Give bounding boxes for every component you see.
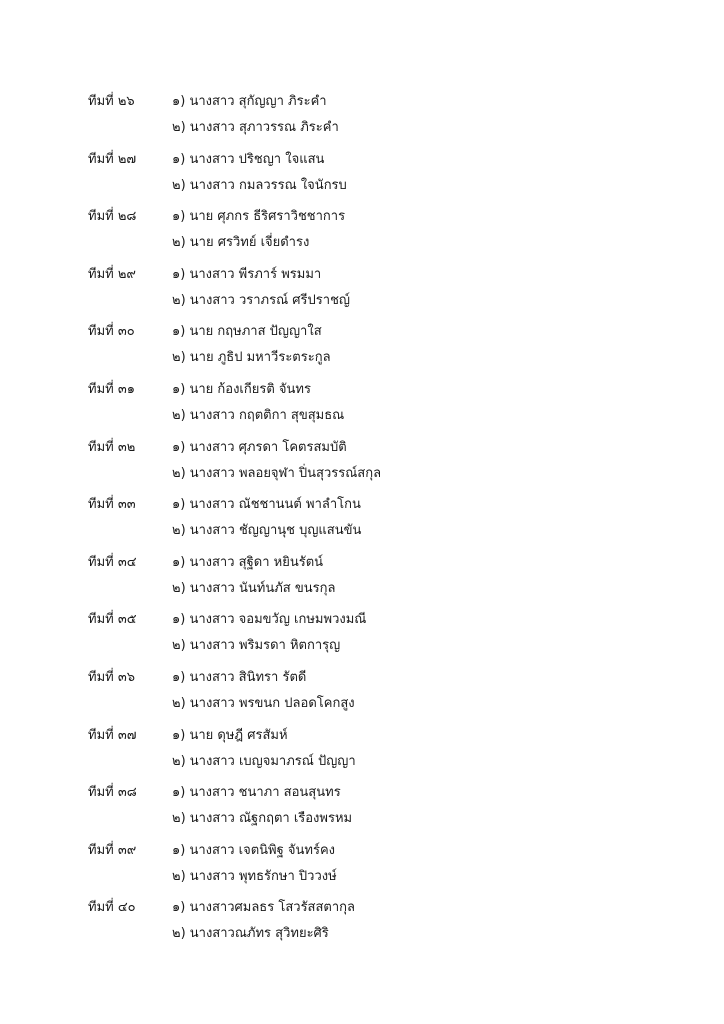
team-member: ๑) นางสาว ชนาภา สอนสุนทร	[172, 785, 341, 800]
team-label: ทีมที่ ๔๐	[88, 900, 136, 915]
team-member: ๒) นาย ศรวิทย์ เจี่ยดำรง	[172, 235, 310, 250]
team-member: ๑) นางสาว สุฐิดา หยินรัตน์	[172, 555, 324, 570]
team-member: ๑) นางสาว สินิทรา รัตดี	[172, 670, 307, 685]
team-member: ๑) นางสาว จอมขวัญ เกษมพวงมณี	[172, 612, 367, 627]
team-label: ทีมที่ ๒๗	[88, 152, 137, 167]
team-member: ๒) นางสาวณภัทร สุวิทยะศิริ	[172, 926, 329, 941]
team-member: ๑) นางสาวศมลธร โสวรัสสตากุล	[172, 900, 356, 915]
team-entry	[0, 265, 724, 319]
team-member: ๒) นางสาว เบญจมาภรณ์ ปัญญา	[172, 754, 356, 769]
team-label: ทีมที่ ๓๔	[88, 555, 137, 570]
team-entry	[0, 380, 724, 434]
team-member: ๒) นางสาว กมลวรรณ ใจนักรบ	[172, 178, 347, 193]
team-member: ๑) นาย ศุภกร ธีริศราวิชชาการ	[172, 209, 346, 224]
team-entry	[0, 92, 724, 146]
team-entry	[0, 726, 724, 780]
team-entry	[0, 898, 724, 952]
team-member: ๒) นาย ภูธิป มหาวีระตระกูล	[172, 350, 331, 365]
team-entry	[0, 495, 724, 549]
team-member: ๒) นางสาว พุทธรักษา ปิววงษ์	[172, 869, 337, 884]
team-member: ๒) นางสาว นันท์นภัส ขนรกุล	[172, 581, 336, 596]
team-member: ๑) นาย ก้องเกียรติ จันทร	[172, 382, 311, 397]
team-entry	[0, 841, 724, 895]
team-label: ทีมที่ ๒๙	[88, 267, 136, 282]
team-entry	[0, 668, 724, 722]
team-entry	[0, 150, 724, 204]
team-label: ทีมที่ ๓๖	[88, 670, 135, 685]
team-member: ๑) นางสาว เจตนิพิฐ จันทร์คง	[172, 843, 336, 858]
team-label: ทีมที่ ๓๙	[88, 843, 137, 858]
team-member: ๒) นางสาว วราภรณ์ ศรีปราชญ์	[172, 293, 350, 308]
team-member: ๒) นางสาว ชัญญานุช บุญแสนขัน	[172, 523, 362, 538]
team-label: ทีมที่ ๓๕	[88, 612, 137, 627]
team-label: ทีมที่ ๓๐	[88, 324, 135, 339]
team-entry	[0, 322, 724, 376]
team-label: ทีมที่ ๓๘	[88, 785, 137, 800]
team-member: ๒) นางสาว สุภาวรรณ ภิระคำ	[172, 120, 339, 135]
team-member: ๒) นางสาว พริมรดา หิตการุญ	[172, 638, 341, 653]
team-label: ทีมที่ ๓๑	[88, 382, 135, 397]
team-member: ๑) นางสาว ศุภรดา โคตรสมบัติ	[172, 440, 347, 455]
team-member: ๒) นางสาว พลอยจุฬา ปิ่นสุวรรณ์สกุล	[172, 466, 382, 481]
team-entry	[0, 553, 724, 607]
team-label: ทีมที่ ๓๗	[88, 728, 137, 743]
team-member: ๑) นาย กฤษภาส ปัญญาใส	[172, 324, 322, 339]
team-entry	[0, 207, 724, 261]
team-member: ๑) นางสาว สุกัญญา ภิระคำ	[172, 94, 327, 109]
team-member: ๑) นาย ดุษฎี ศรสัมห์	[172, 728, 288, 743]
team-label: ทีมที่ ๒๘	[88, 209, 137, 224]
team-entry	[0, 610, 724, 664]
team-label: ทีมที่ ๒๖	[88, 94, 135, 109]
team-member: ๑) นางสาว ปริชญา ใจแสน	[172, 152, 325, 167]
team-label: ทีมที่ ๓๒	[88, 440, 136, 455]
team-entry	[0, 438, 724, 492]
team-member: ๒) นางสาว พรขนก ปลอดโคกสูง	[172, 696, 355, 711]
team-label: ทีมที่ ๓๓	[88, 497, 136, 512]
team-entry	[0, 783, 724, 837]
team-member: ๒) นางสาว กฤตติกา สุขสุมธณ	[172, 408, 345, 423]
team-member: ๑) นางสาว ณัชชานนต์ พาลำโกน	[172, 497, 361, 512]
team-member: ๑) นางสาว พีรภาร์ พรมมา	[172, 267, 322, 282]
team-member: ๒) นางสาว ณัฐกฤตา เรืองพรหม	[172, 811, 353, 826]
